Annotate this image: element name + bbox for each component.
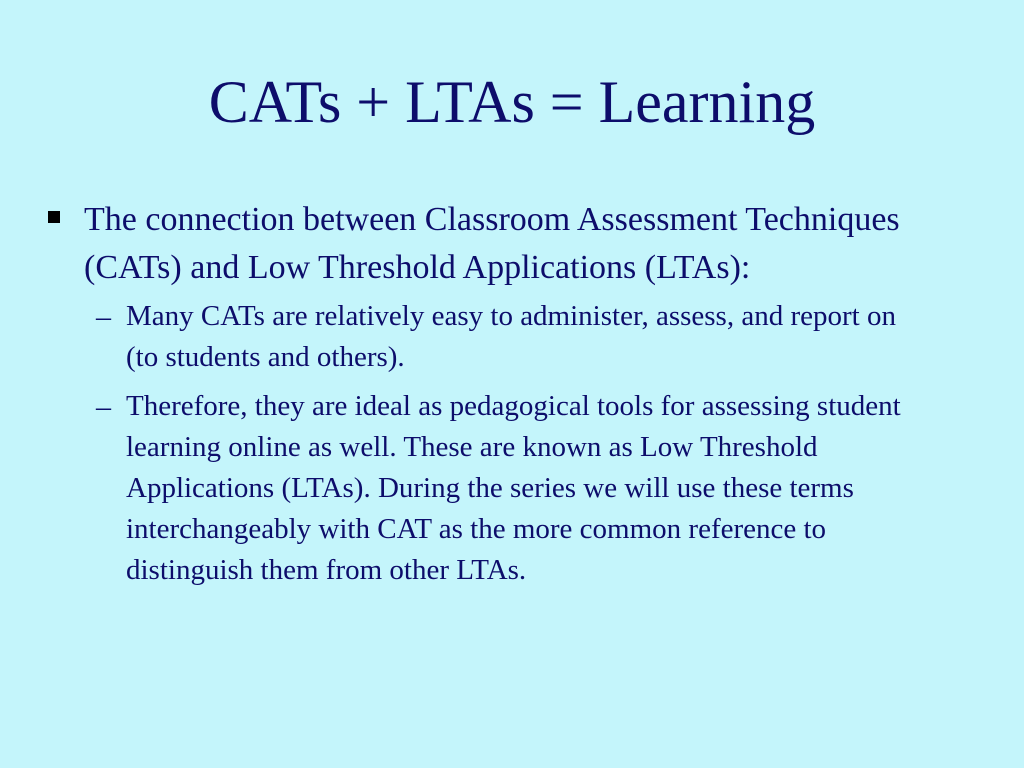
sub-bullet-text: Therefore, they are ideal as pedagogical tools for assessing student learning online as well. These are known as Low Threshold Applications (LTAs). During the series we will use these terms interchangeably with CAT as the more common reference to distinguish them from other LTAs. bbox=[126, 390, 901, 586]
bullet-text: The connection between Classroom Assessment Techniques (CATs) and Low Threshold Applications (LTAs): bbox=[84, 201, 900, 286]
slide-content bbox=[44, 196, 974, 599]
dash-bullet-icon: – bbox=[96, 300, 111, 333]
sub-bullet-item bbox=[96, 296, 974, 378]
sub-bullet-list bbox=[96, 296, 974, 591]
dash-bullet-icon: – bbox=[96, 390, 111, 423]
slide-title: CATs + LTAs = Learning bbox=[208, 69, 816, 135]
sub-bullet-item bbox=[96, 386, 974, 591]
sub-bullet-text: Many CATs are relatively easy to administer, assess, and report on (to students and others). bbox=[126, 300, 896, 373]
bullet-item bbox=[44, 196, 974, 292]
square-bullet-icon bbox=[48, 211, 60, 223]
